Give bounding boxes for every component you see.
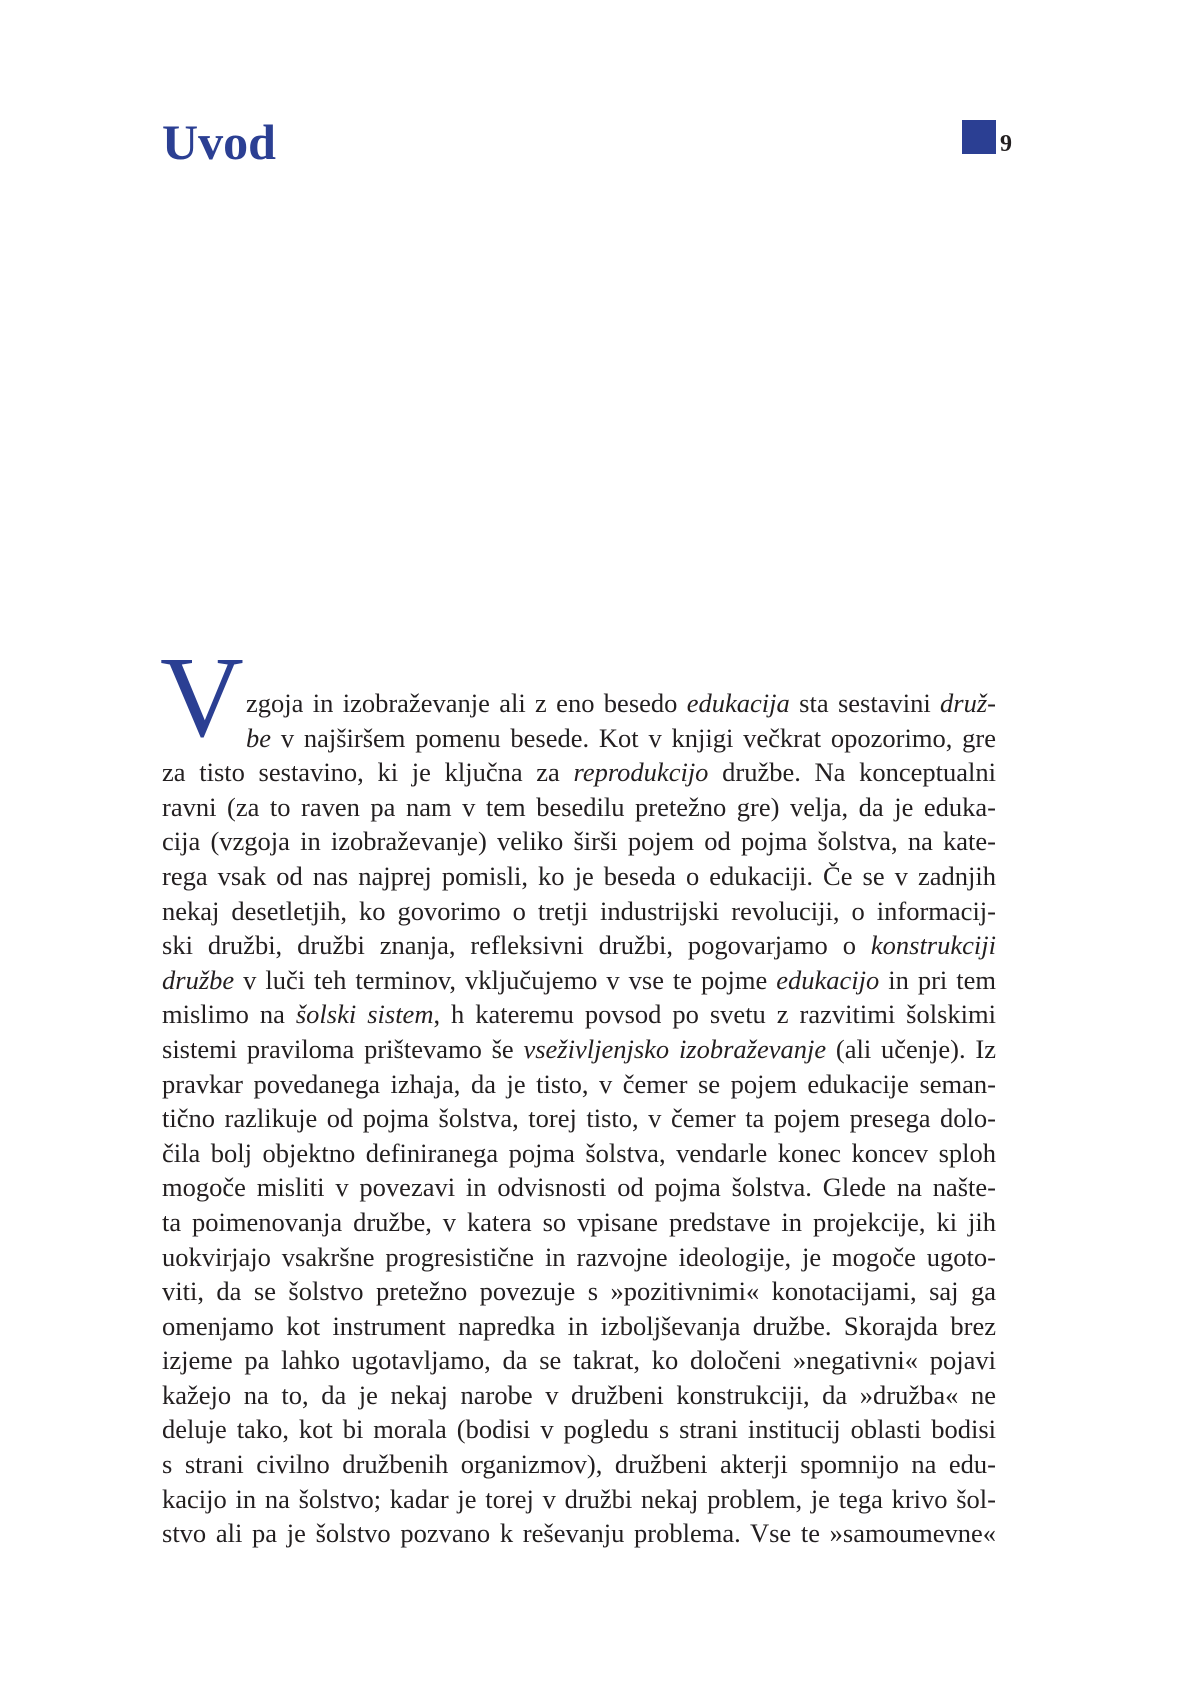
italic-term: družbe [162,964,235,995]
text-run: deluje tako, kot bi morala (bodisi v pogledu s strani institucij oblasti bodisi [162,1414,996,1445]
page-marker-square [962,120,996,154]
text-run: omenjamo kot instrument napredka in izboljševanja družbe. Skorajda brez [162,1310,996,1341]
text-line [162,1482,996,1517]
text-run: mislimo na [162,999,296,1030]
text-line [162,1412,996,1447]
text-run: tično razlikuje od pojma šolstva, torej tisto, v čemer ta pojem presega dolo- [162,1103,996,1134]
chapter-title: Uvod [162,114,276,170]
italic-term: konstrukciji [870,930,996,961]
text-line [162,824,996,859]
text-run: kacijo in na šolstvo; kadar je torej v družbi nekaj problem, je tega krivo šol- [162,1483,996,1514]
italic-term: šolski sistem [295,999,434,1030]
text-line [162,1101,996,1136]
text-line [162,1516,996,1551]
text-line [162,755,996,790]
text-run: ta poimenovanja družbe, v katera so vpisane predstave in projekcije, ki jih [162,1206,996,1237]
text-line [162,1205,996,1240]
text-line [162,1447,996,1482]
text-line [162,1136,996,1171]
text-line [162,1378,996,1413]
text-line [246,721,996,756]
text-run: uokvirjajo vsakršne progresistične in razvojne ideologije, je mogoče ugoto- [162,1241,996,1272]
text-line [162,1067,996,1102]
text-line [162,894,996,929]
text-line [162,997,996,1032]
body-paragraph [162,686,996,1551]
drop-cap: V [160,634,244,762]
text-line [162,790,996,825]
text-run: zgoja in izobraževanje ali z eno besedo [246,688,687,718]
text-line [246,686,996,721]
text-line [162,928,996,963]
text-run: za tisto sestavino, ki je ključna za [162,757,574,788]
text-run: družbe. Na konceptualni [708,757,997,788]
text-run: sistemi praviloma prištevamo še [162,1033,524,1064]
text-line [162,1240,996,1275]
text-run: viti, da se šolstvo pretežno povezuje s »pozitivnimi« konotacijami, saj ga [162,1276,996,1307]
text-run: ski družbi, družbi znanja, refleksivni družbi, pogovarjamo o [162,930,871,961]
text-run: ravni (za to raven pa nam v tem besedilu pretežno gre) velja, da je eduka- [162,791,996,822]
text-run: s strani civilno družbenih organizmov), družbeni akterji spomnijo na edu- [162,1449,996,1480]
text-line [162,859,996,894]
text-run: cija (vzgoja in izobraževanje) veliko širši pojem od pojma šolstva, na kate- [162,826,996,857]
text-run: (ali učenje). Iz [826,1033,996,1064]
text-line [162,1032,996,1067]
text-run: rega vsak od nas najprej pomisli, ko je beseda o edukaciji. Če se v zadnjih [162,860,996,891]
text-run: v luči teh terminov, vključujemo v vse te pojme [234,964,777,995]
text-run: in pri tem [879,964,996,995]
text-run: pravkar povedanega izhaja, da je tisto, v čemer se pojem edukacije seman- [162,1068,996,1099]
italic-term: druž- [940,688,996,718]
text-run: kažejo na to, da je nekaj narobe v družbeni konstrukciji, da »družba« ne [162,1379,996,1410]
text-run: čila bolj objektno definiranega pojma šolstva, vendarle konec koncev sploh [162,1137,996,1168]
text-run: nekaj desetletjih, ko govorimo o tretji industrijski revoluciji, o informacij- [162,895,996,926]
italic-term: edukacijo [776,964,880,995]
text-run: , h kateremu povsod po svetu z razvitimi šolskimi [433,999,996,1030]
text-run: mogoče misliti v povezavi in odvisnosti od pojma šolstva. Glede na našte- [162,1172,996,1203]
text-run: sta sestavini [789,688,941,718]
text-line [162,1274,996,1309]
italic-term: vseživljenjsko izobraževanje [523,1033,827,1064]
text-run: v najširšem pomenu besede. Kot v knjigi večkrat opozorimo, gre [271,722,996,753]
text-line [162,1170,996,1205]
italic-term: reprodukcijo [573,757,709,788]
page-number: 9 [1000,131,1012,157]
text-run: izjeme pa lahko ugotavljamo, da se takrat, ko določeni »negativni« pojavi [162,1345,996,1376]
text-line [162,1343,996,1378]
text-run: stvo ali pa je šolstvo pozvano k reševanju problema. Vse te »samoumevne« [162,1518,996,1549]
text-line [162,1309,996,1344]
italic-term: be [246,722,272,753]
text-line [162,963,996,998]
italic-term: edukacija [686,688,790,718]
